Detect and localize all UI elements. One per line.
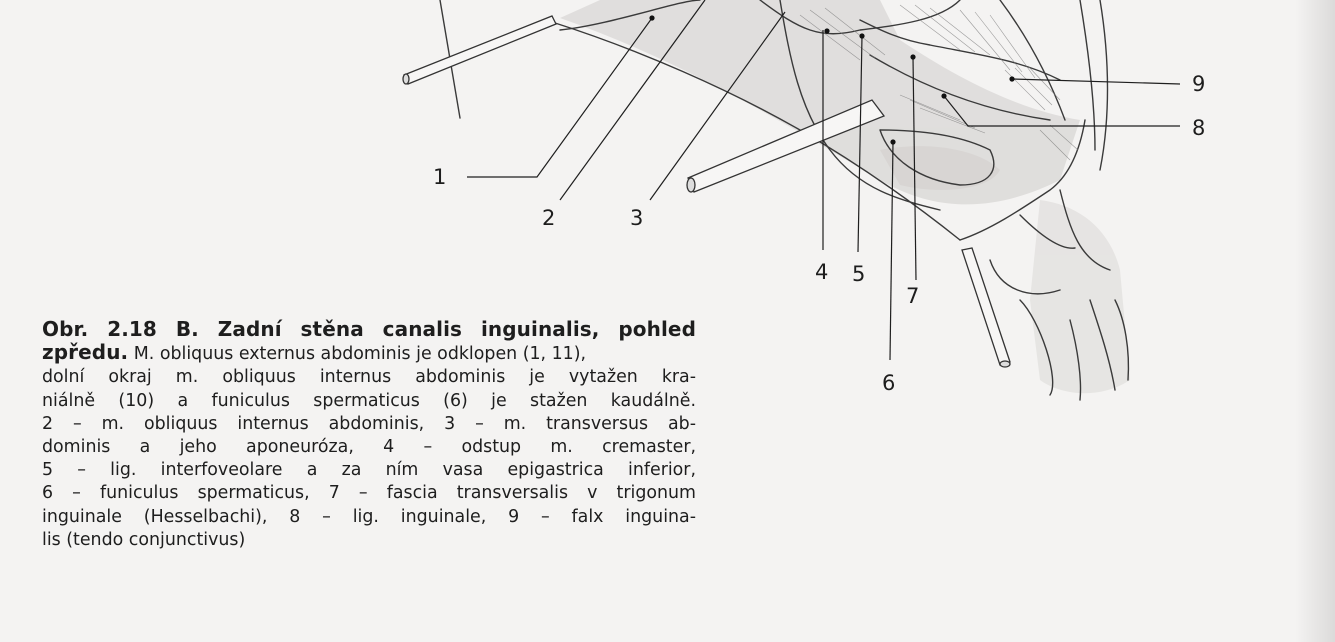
label-8: 8 [1192,116,1206,140]
caption-line: inguinale (Hesselbachi), 8 – lig. inguinale, 9 – falx inguina- [42,506,696,527]
label-3: 3 [630,206,644,230]
label-7: 7 [906,284,920,308]
caption-title-end: zpředu. [42,340,129,365]
caption-line: 5 – lig. interfoveolare a za ním vasa epigastrica inferior, [42,460,696,481]
caption-line: niálně (10) a funiculus spermaticus (6) je stažen kaudálně. [42,390,696,411]
caption-line: 6 – funiculus spermaticus, 7 – fascia transversalis v trigonum [42,483,696,504]
label-6: 6 [882,371,896,395]
caption-title: Obr. 2.18 B. Zadní stěna canalis inguinalis, pohled [42,317,696,341]
caption-line: 2 – m. obliquus internus abdominis, 3 – m. transversus ab- [42,413,696,434]
label-2: 2 [542,206,556,230]
figure-caption [42,318,696,552]
caption-line: lis (tendo conjunctivus) [42,529,246,550]
label-1: 1 [433,165,447,189]
caption-line-text: M. obliquus externus abdominis je odklopen (1, 11), [128,344,587,365]
label-9: 9 [1192,72,1206,96]
caption-line: dolní okraj m. obliquus internus abdominis je vytažen kra- [42,367,696,388]
label-5: 5 [852,262,866,286]
label-4: 4 [815,260,829,284]
caption-line: dominis a jeho aponeuróza, 4 – odstup m. cremaster, [42,437,696,458]
caption-line [42,341,696,366]
